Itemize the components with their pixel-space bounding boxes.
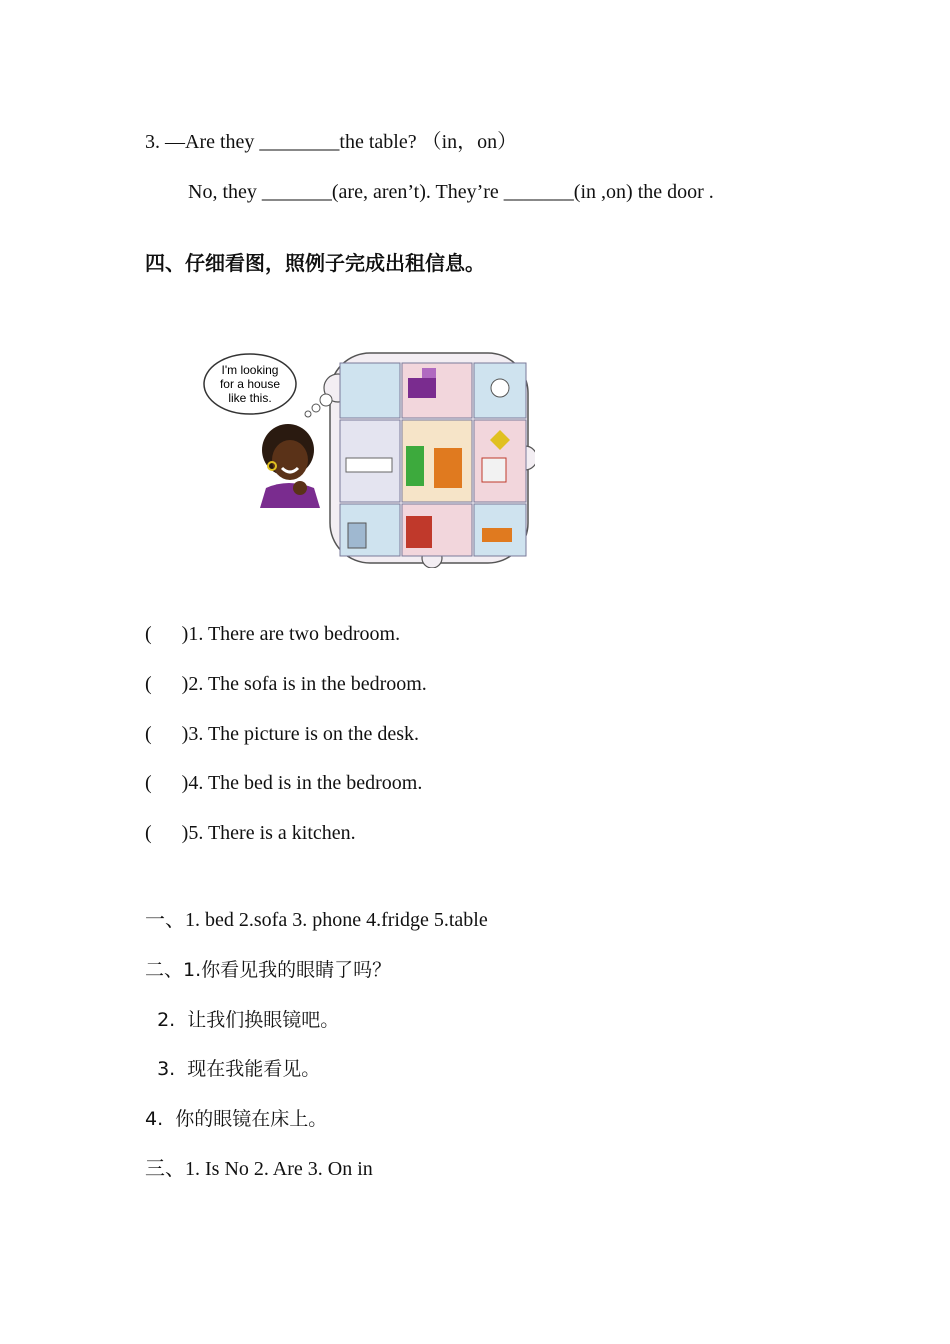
bed-icon — [408, 378, 436, 398]
house-illustration — [200, 348, 535, 568]
bathtub-icon — [346, 458, 392, 472]
speech-line-2: for a house — [219, 377, 281, 391]
bookshelf-icon — [406, 516, 432, 548]
item-5: ( )5. There is a kitchen. — [145, 822, 356, 844]
speech-bubble — [204, 354, 296, 414]
answer-section-1: 一、1. bed 2.sofa 3. phone 4.fridge 5.table — [145, 909, 488, 931]
answer-section-2-2: 2. 让我们换眼镜吧。 — [145, 1009, 340, 1031]
item-4: ( )4. The bed is in the bedroom. — [145, 772, 423, 794]
table-icon — [482, 528, 512, 542]
question-3-line-1: 3. —Are they ________the table? （in，on） — [145, 131, 518, 153]
fridge-icon — [348, 523, 366, 548]
house-floorplan — [340, 363, 526, 556]
sink-icon — [491, 379, 509, 397]
chair-icon — [482, 458, 506, 482]
item-3: ( )3. The picture is on the desk. — [145, 723, 420, 745]
item-1: ( )1. There are two bedroom. — [145, 623, 401, 645]
answer-section-2-1: 二、1.你看见我的眼睛了吗？ — [145, 959, 392, 981]
answer-section-2-3: 3. 现在我能看见。 — [145, 1058, 321, 1080]
girl-figure — [260, 424, 320, 508]
sofa-icon — [406, 446, 424, 486]
speech-line-1: I'm looking — [221, 363, 279, 377]
rug-icon — [434, 448, 462, 488]
item-2: ( )2. The sofa is in the bedroom. — [145, 673, 427, 695]
question-3-line-2: No, they _______(are, aren’t). They’re _______(in ,on) the door . — [188, 181, 714, 203]
speech-line-3: like this. — [228, 391, 272, 405]
answer-section-3: 三、1. Is No 2. Are 3. On in — [145, 1158, 373, 1180]
answer-section-2-4: 4. 你的眼镜在床上。 — [145, 1108, 328, 1130]
section-4-heading: 四、仔细看图，照例子完成出租信息。 — [145, 251, 485, 275]
